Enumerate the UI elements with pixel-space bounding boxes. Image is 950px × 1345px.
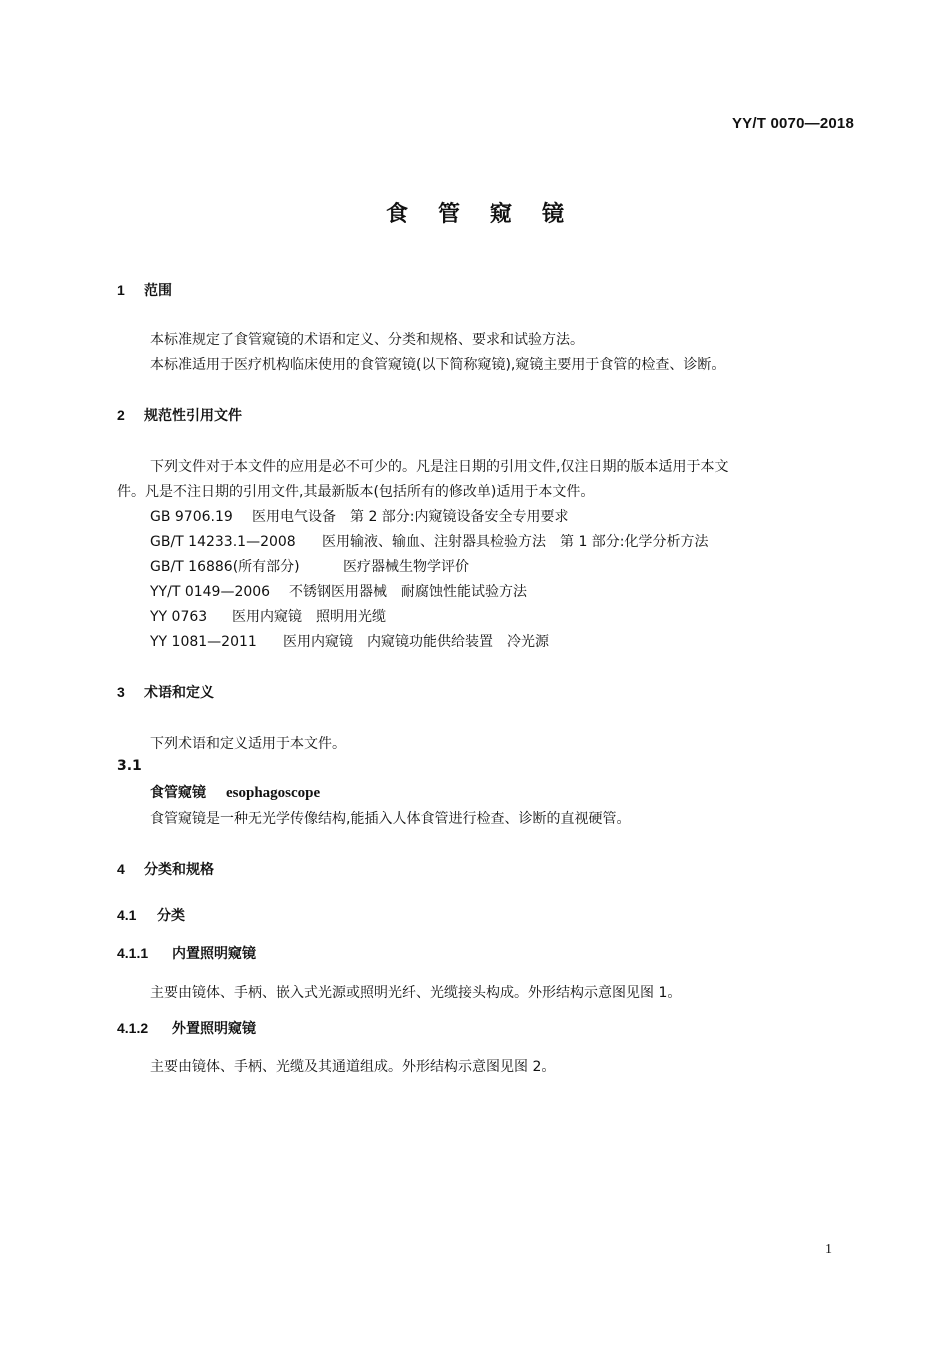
term-chinese: 食管窥镜 xyxy=(150,785,206,801)
section-title: 分类 xyxy=(157,908,185,924)
reference-item xyxy=(150,581,527,601)
section-title: 外置照明窥镜 xyxy=(172,1021,256,1037)
section-4-heading xyxy=(117,859,214,879)
section-4-1-2-text: 主要由镜体、手柄、光缆及其通道组成。外形结构示意图见图 2。 xyxy=(150,1059,556,1075)
reference-item xyxy=(150,531,709,551)
term-definition: 食管窥镜是一种无光学传像结构,能插入人体食管进行检查、诊断的直视硬管。 xyxy=(150,811,631,827)
section-4-1-1-heading xyxy=(117,943,256,963)
reference-code: YY 0763 xyxy=(150,609,208,625)
reference-item xyxy=(150,606,386,626)
section-2-heading xyxy=(117,405,242,425)
section-number: 4.1.2 xyxy=(117,1020,149,1036)
section-number: 4.1.1 xyxy=(117,945,149,961)
reference-title: 医用内窥镜 内窥镜功能供给装置 冷光源 xyxy=(283,634,549,650)
section-title: 分类和规格 xyxy=(144,862,214,878)
reference-title: 医用电气设备 第 2 部分:内窥镜设备安全专用要求 xyxy=(252,509,569,525)
reference-code: GB/T 16886(所有部分) xyxy=(150,559,300,575)
section-number: 3 xyxy=(117,684,125,700)
section-3-heading xyxy=(117,682,214,702)
section-4-1-2-heading xyxy=(117,1018,256,1038)
reference-code: GB 9706.19 xyxy=(150,509,233,525)
scope-paragraph-2: 本标准适用于医疗机构临床使用的食管窥镜(以下简称窥镜),窥镜主要用于食管的检查、诊断。 xyxy=(150,357,726,373)
page-number: 1 xyxy=(825,1242,832,1257)
document-title: 食管窥镜 xyxy=(385,202,594,227)
reference-title: 医用内窥镜 照明用光缆 xyxy=(232,609,386,625)
reference-code: GB/T 14233.1—2008 xyxy=(150,534,296,550)
section-title: 规范性引用文件 xyxy=(144,408,242,424)
section-number: 2 xyxy=(117,407,125,423)
scope-paragraph-1: 本标准规定了食管窥镜的术语和定义、分类和规格、要求和试验方法。 xyxy=(150,332,584,348)
term-entry xyxy=(150,782,320,802)
reference-code: YY 1081—2011 xyxy=(150,634,257,650)
section-1-heading xyxy=(117,280,172,300)
terms-intro: 下列术语和定义适用于本文件。 xyxy=(150,736,346,752)
references-intro-line-1: 下列文件对于本文件的应用是必不可少的。凡是注日期的引用文件,仅注日期的版本适用于本文 xyxy=(150,459,729,475)
reference-item xyxy=(150,556,469,576)
references-intro-line-2: 件。凡是不注日期的引用文件,其最新版本(包括所有的修改单)适用于本文件。 xyxy=(117,484,595,500)
reference-title: 不锈钢医用器械 耐腐蚀性能试验方法 xyxy=(289,584,527,600)
section-title: 术语和定义 xyxy=(144,685,214,701)
section-number: 4.1 xyxy=(117,907,137,923)
section-4-1-1-text: 主要由镜体、手柄、嵌入式光源或照明光纤、光缆接头构成。外形结构示意图见图 1。 xyxy=(150,985,682,1001)
section-number: 1 xyxy=(117,282,125,298)
reference-title: 医疗器械生物学评价 xyxy=(343,559,469,575)
reference-item xyxy=(150,631,549,651)
section-4-1-heading xyxy=(117,905,185,925)
term-english: esophagoscope xyxy=(226,785,321,801)
section-number: 4 xyxy=(117,861,125,877)
reference-code: YY/T 0149—2006 xyxy=(150,584,271,600)
reference-item xyxy=(150,506,569,526)
section-number: 3.1 xyxy=(117,758,142,774)
standard-code: YY/T 0070—2018 xyxy=(731,115,854,132)
section-title: 范围 xyxy=(144,283,172,299)
reference-title: 医用输液、输血、注射器具检验方法 第 1 部分:化学分析方法 xyxy=(322,534,709,550)
section-title: 内置照明窥镜 xyxy=(172,946,256,962)
subsection-3-1-number xyxy=(117,758,142,774)
